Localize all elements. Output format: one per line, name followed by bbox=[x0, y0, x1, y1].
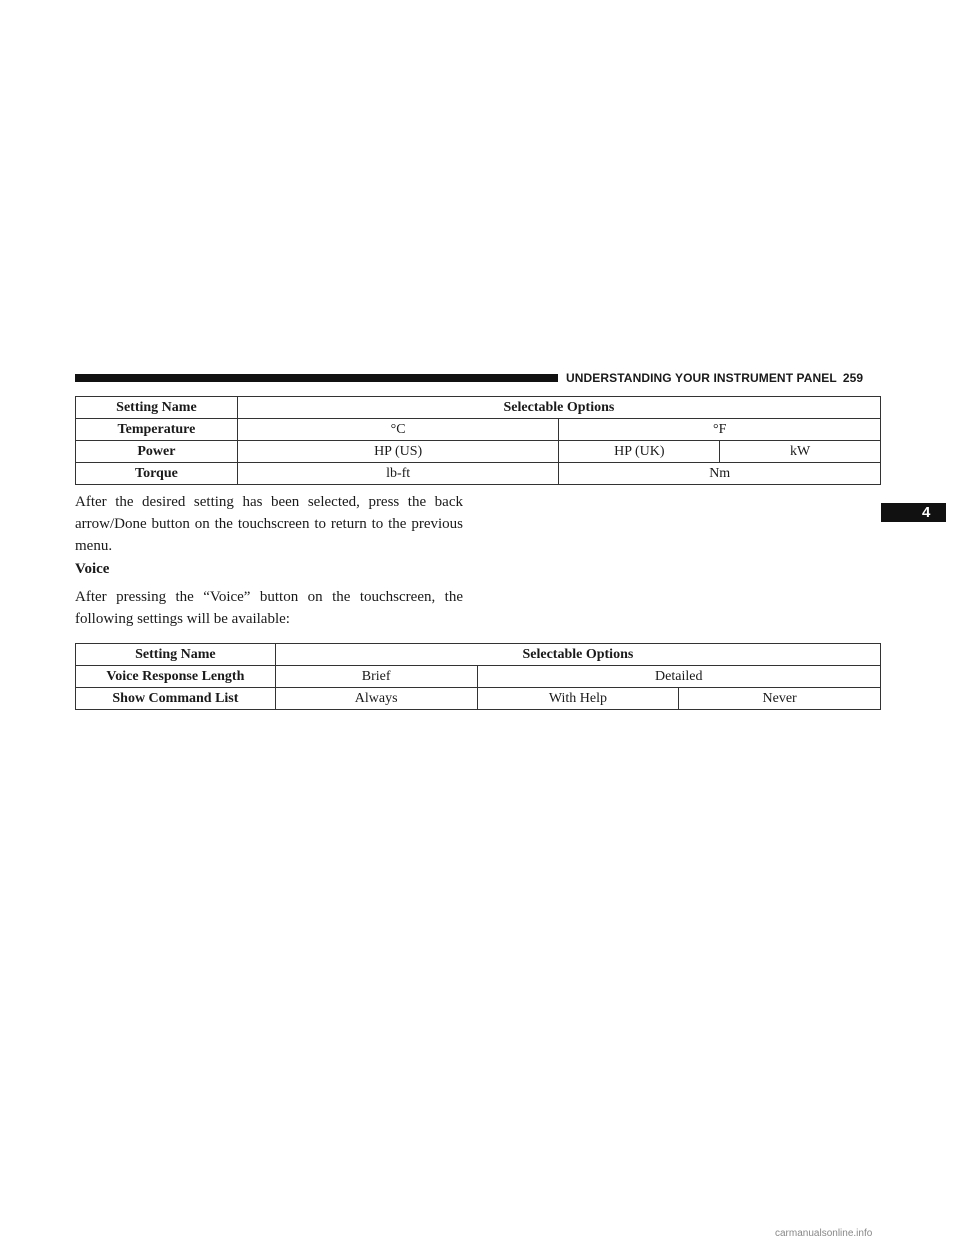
table-header-row bbox=[76, 397, 881, 419]
table-row bbox=[76, 441, 881, 463]
table-row bbox=[76, 666, 881, 688]
voice-settings-table bbox=[75, 643, 881, 710]
option-cell: Brief bbox=[275, 666, 477, 688]
section-heading-voice: Voice bbox=[75, 561, 110, 577]
setting-name-cell: Voice Response Length bbox=[76, 666, 276, 688]
option-cell: Always bbox=[275, 688, 477, 710]
option-cell: °C bbox=[237, 419, 559, 441]
header-rule bbox=[75, 374, 558, 382]
setting-name-cell: Temperature bbox=[76, 419, 238, 441]
option-cell: HP (UK) bbox=[559, 441, 720, 463]
setting-name-cell: Torque bbox=[76, 463, 238, 485]
page-number: 259 bbox=[842, 371, 864, 385]
table-row bbox=[76, 688, 881, 710]
option-cell: °F bbox=[559, 419, 881, 441]
units-settings-table bbox=[75, 396, 881, 485]
option-cell: With Help bbox=[477, 688, 679, 710]
option-cell: lb-ft bbox=[237, 463, 559, 485]
header-selectable-options: Selectable Options bbox=[237, 397, 880, 419]
setting-name-cell: Power bbox=[76, 441, 238, 463]
body-paragraph: After the desired setting has been selected, press the back arrow/Done button on the touchscreen to return to the previous menu. bbox=[75, 494, 463, 554]
option-cell: Nm bbox=[559, 463, 881, 485]
running-header bbox=[566, 370, 863, 386]
table-header-row bbox=[76, 644, 881, 666]
option-cell: Never bbox=[679, 688, 881, 710]
section-title: UNDERSTANDING YOUR INSTRUMENT PANEL bbox=[566, 371, 837, 385]
chapter-tab: 4 bbox=[881, 503, 946, 522]
option-cell: kW bbox=[720, 441, 881, 463]
header-setting-name: Setting Name bbox=[76, 644, 276, 666]
header-setting-name: Setting Name bbox=[76, 397, 238, 419]
table-row bbox=[76, 419, 881, 441]
body-paragraph: After pressing the “Voice” button on the touchscreen, the following settings will be available: bbox=[75, 589, 463, 627]
header-selectable-options: Selectable Options bbox=[275, 644, 880, 666]
option-cell: HP (US) bbox=[237, 441, 559, 463]
setting-name-cell: Show Command List bbox=[76, 688, 276, 710]
option-cell: Detailed bbox=[477, 666, 880, 688]
table-row bbox=[76, 463, 881, 485]
watermark: carmanualsonline.info bbox=[775, 1228, 873, 1239]
